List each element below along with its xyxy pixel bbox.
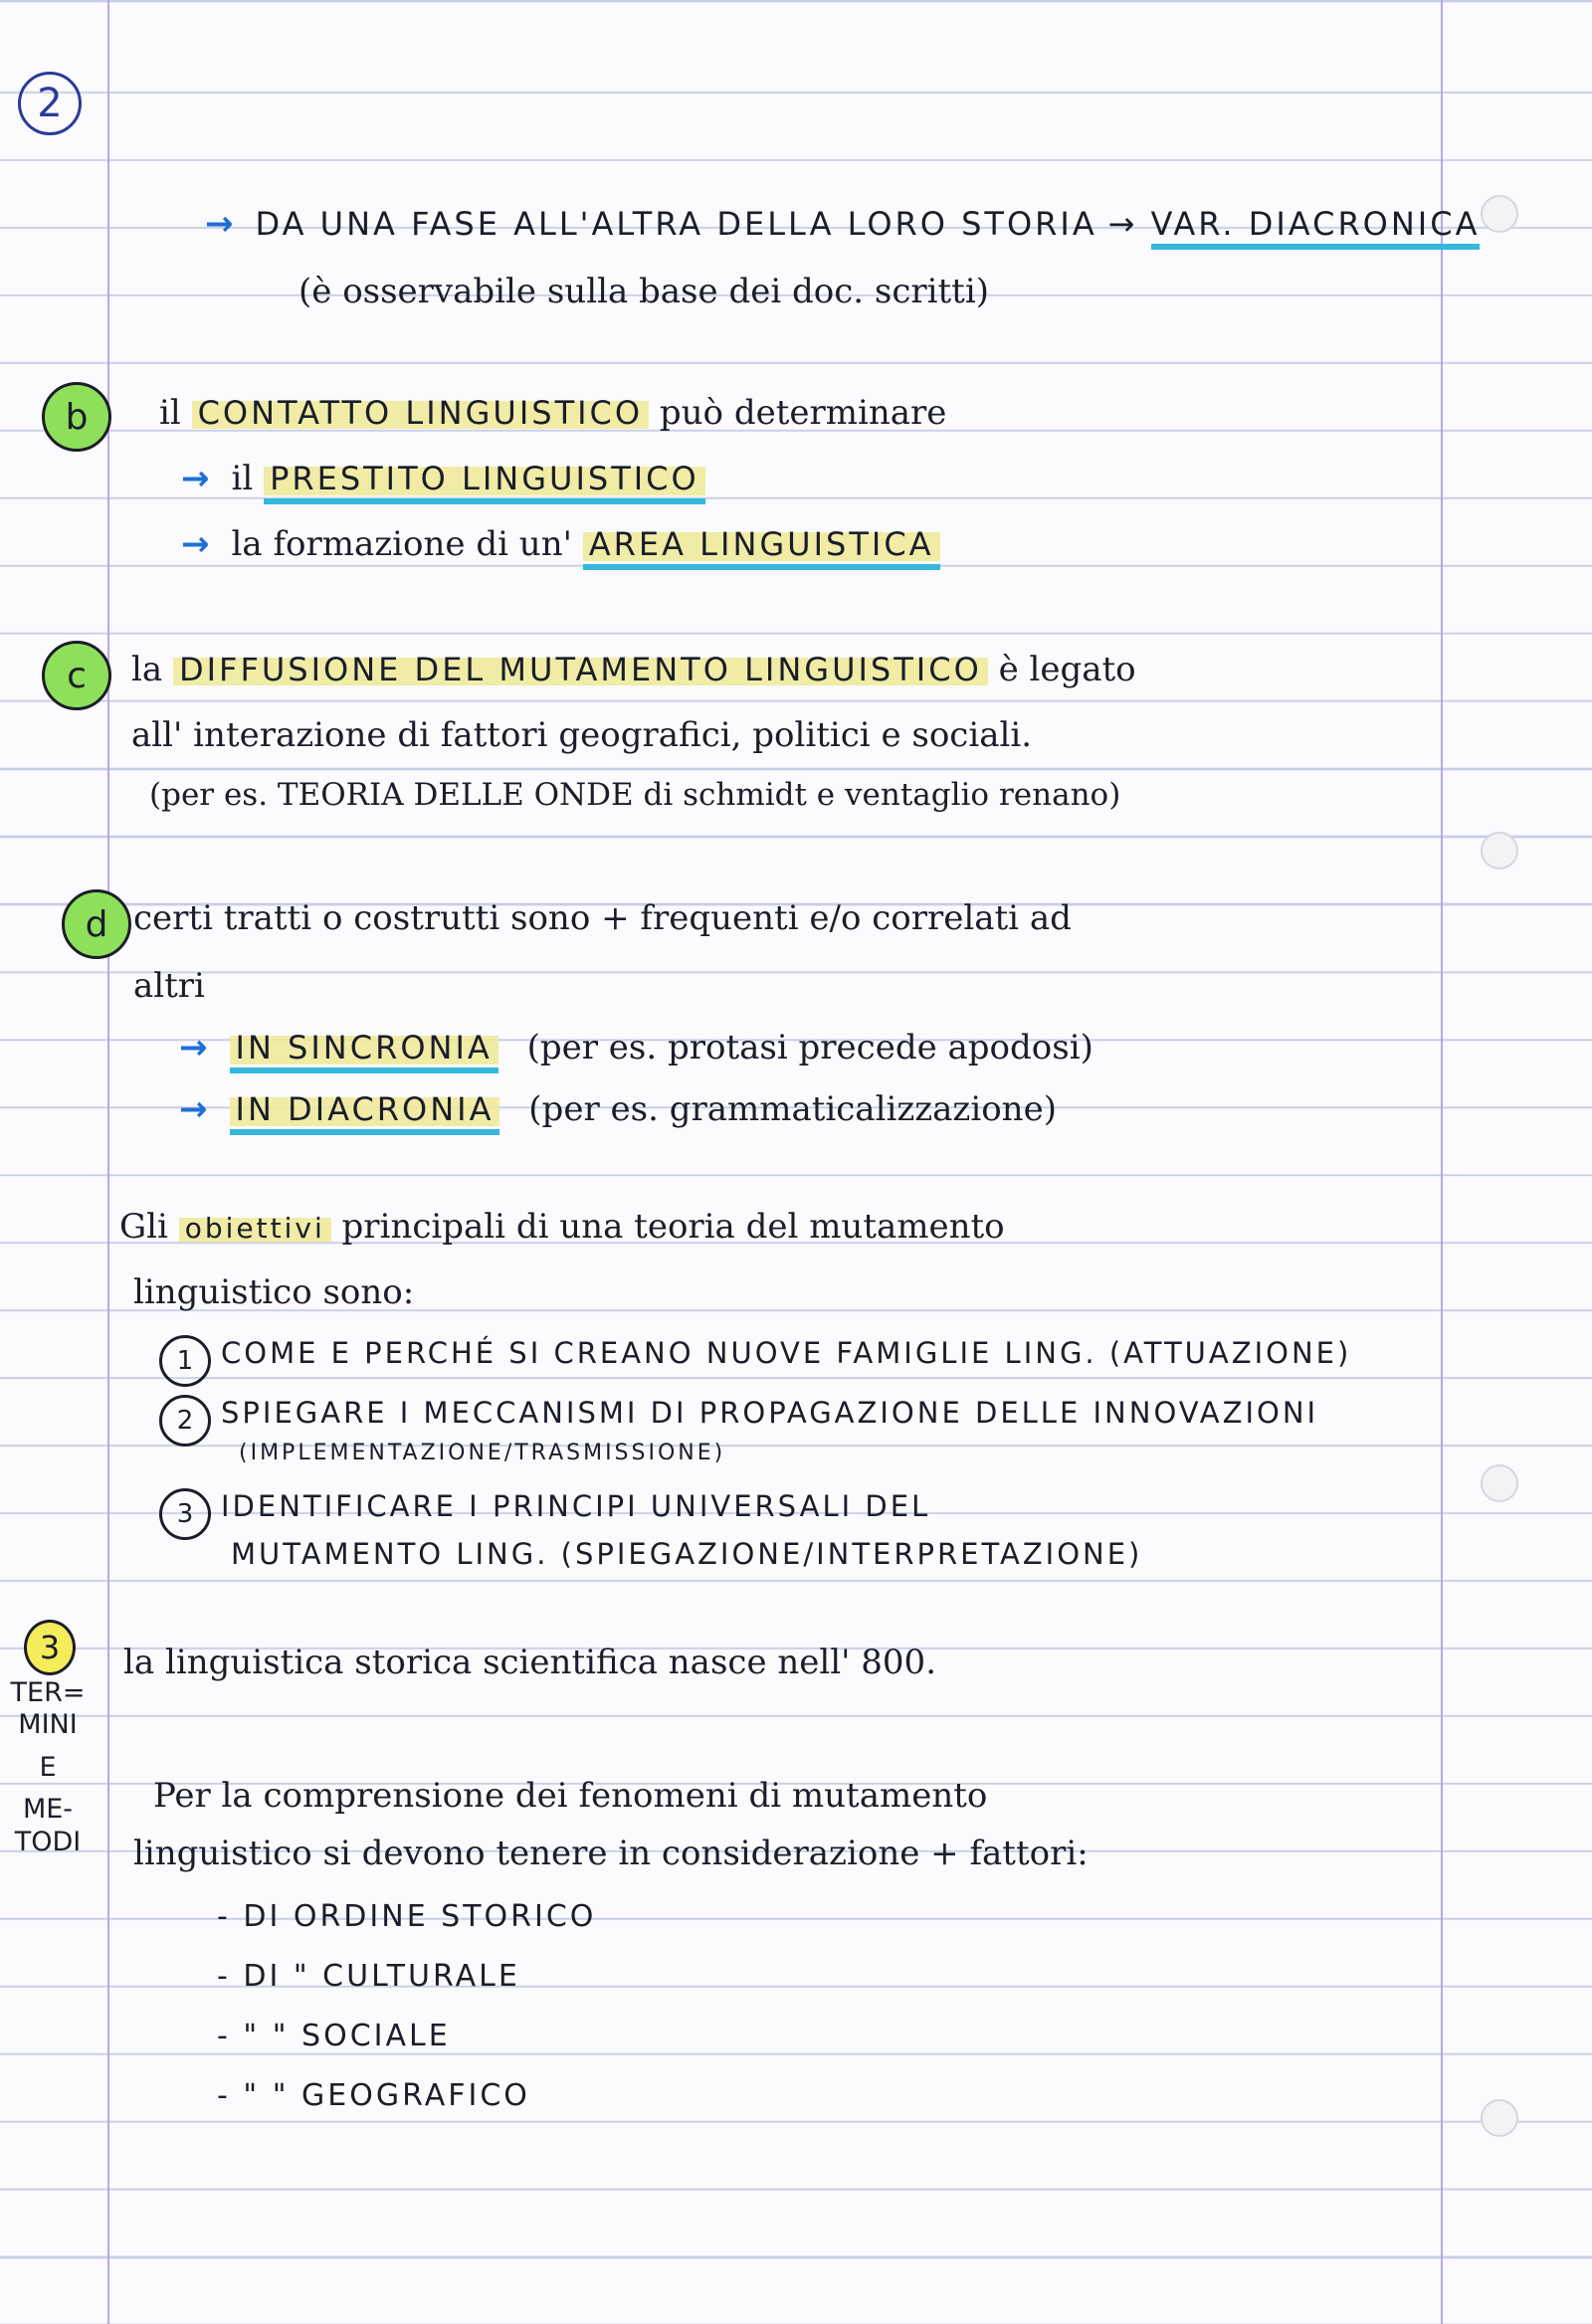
side-label-part: MINI <box>18 1709 78 1741</box>
text: principali di una teoria del mutamento <box>341 1207 1005 1247</box>
arrow-right-icon: → <box>205 204 234 244</box>
text: il <box>159 393 181 433</box>
item-c-line1 <box>131 651 1136 689</box>
page-number-text: 2 <box>37 81 63 126</box>
punch-hole-icon <box>1481 1464 1518 1502</box>
section-number: 3 <box>39 1629 61 1666</box>
item-a-continuation-line2: (è osservabile sulla base dei doc. scritti) <box>298 272 989 311</box>
highlight-term: AREA LINGUISTICA <box>583 525 940 570</box>
objective-item-2: SPIEGARE I MECCANISMI DI PROPAGAZIONE DELLE INNOVAZIONI <box>221 1396 1319 1430</box>
item-b-sub2 <box>181 525 940 564</box>
item-d-sub1 <box>179 1029 1094 1067</box>
arrow-right-icon: → <box>1107 205 1151 243</box>
text: la formazione di un' <box>231 524 572 564</box>
punch-hole-icon <box>1481 832 1518 870</box>
section-3-line1: la linguistica storica scientifica nasce nell' 800. <box>123 1643 936 1682</box>
item-d-line2: altri <box>133 966 205 1006</box>
text: (per es. protasi precede apodosi) <box>526 1028 1094 1067</box>
item-b-badge <box>42 382 111 452</box>
number: 2 <box>176 1406 194 1436</box>
arrow-right-icon: → <box>179 1028 208 1067</box>
highlight-term: PRESTITO LINGUISTICO <box>264 460 705 504</box>
badge-letter: b <box>65 396 89 438</box>
side-label-part: TODI <box>14 1826 82 1857</box>
item-c-line2: all' interazione di fattori geografici, politici e sociali. <box>131 715 1033 755</box>
arrow-right-icon: → <box>179 1089 208 1129</box>
side-label-part: ME- <box>22 1794 74 1826</box>
factor-item: - " " GEOGRAFICO <box>217 2078 530 2113</box>
objectives-intro-line2: linguistico sono: <box>133 1272 415 1312</box>
item-d-sub2 <box>179 1090 1057 1129</box>
margin-line-left <box>107 0 109 2324</box>
item-c-badge <box>42 641 111 710</box>
arrow-right-icon: → <box>181 524 210 564</box>
highlight-term: VAR. DIACRONICA <box>1151 205 1481 250</box>
badge-letter: d <box>85 903 108 945</box>
highlight-term: IN DIACRONIA <box>230 1090 500 1135</box>
margin-line-right <box>1441 0 1443 2324</box>
text: è legato <box>998 650 1136 689</box>
highlight-term: DIFFUSIONE DEL MUTAMENTO LINGUISTICO <box>173 651 988 688</box>
item-b-line1 <box>159 394 946 433</box>
arrow-right-icon: → <box>181 459 210 498</box>
objective-number <box>159 1335 211 1387</box>
section-3-side-label <box>0 1677 96 1858</box>
page-number <box>18 72 82 135</box>
objective-item-2-sub: (IMPLEMENTAZIONE/TRASMISSIONE) <box>239 1441 726 1465</box>
side-label-part: E <box>39 1751 57 1783</box>
highlight-term: IN SINCRONIA <box>230 1029 498 1073</box>
punch-hole-icon <box>1481 195 1518 233</box>
side-label-part: TER= <box>10 1677 86 1708</box>
section-3-line2: Per la comprensione dei fenomeni di mutamento <box>153 1776 988 1816</box>
number: 1 <box>176 1346 194 1376</box>
item-a-continuation-line1 <box>205 205 1480 244</box>
item-c-line3: (per es. TEORIA DELLE ONDE di schmidt e ventaglio renano) <box>149 777 1121 813</box>
objectives-intro <box>119 1208 1005 1247</box>
section-3-badge <box>24 1620 76 1675</box>
text: la <box>131 650 163 689</box>
factor-item: - DI ORDINE STORICO <box>217 1899 597 1934</box>
number: 3 <box>176 1499 194 1529</box>
item-b-sub1 <box>181 460 705 498</box>
text: il <box>231 459 254 498</box>
section-3-line3: linguistico si devono tenere in considerazione + fattori: <box>133 1834 1089 1873</box>
punch-hole-icon <box>1481 2099 1518 2137</box>
item-d-badge <box>62 889 131 959</box>
objective-item-3-line2: MUTAMENTO LING. (SPIEGAZIONE/INTERPRETAZIONE) <box>231 1537 1143 1571</box>
badge-letter: c <box>67 655 87 696</box>
objective-number <box>159 1395 211 1447</box>
objective-item-1: COME E PERCHÉ SI CREANO NUOVE FAMIGLIE LING. (ATTUAZIONE) <box>221 1336 1352 1370</box>
text: (per es. grammaticalizzazione) <box>528 1089 1057 1129</box>
factor-item: - " " SOCIALE <box>217 2019 451 2053</box>
item-d-line1: certi tratti o costrutti sono + frequenti e/o correlati ad <box>133 898 1072 938</box>
text: può determinare <box>659 393 947 433</box>
objective-item-3: IDENTIFICARE I PRINCIPI UNIVERSALI DEL <box>221 1489 931 1523</box>
objective-number <box>159 1488 211 1540</box>
text: DA UNA FASE ALL'ALTRA DELLA LORO STORIA <box>255 205 1097 243</box>
factor-item: - DI " CULTURALE <box>217 1959 520 1994</box>
highlight-term: CONTATTO LINGUISTICO <box>192 394 650 432</box>
highlight-term: obiettivi <box>179 1212 331 1245</box>
text: Gli <box>119 1207 168 1247</box>
